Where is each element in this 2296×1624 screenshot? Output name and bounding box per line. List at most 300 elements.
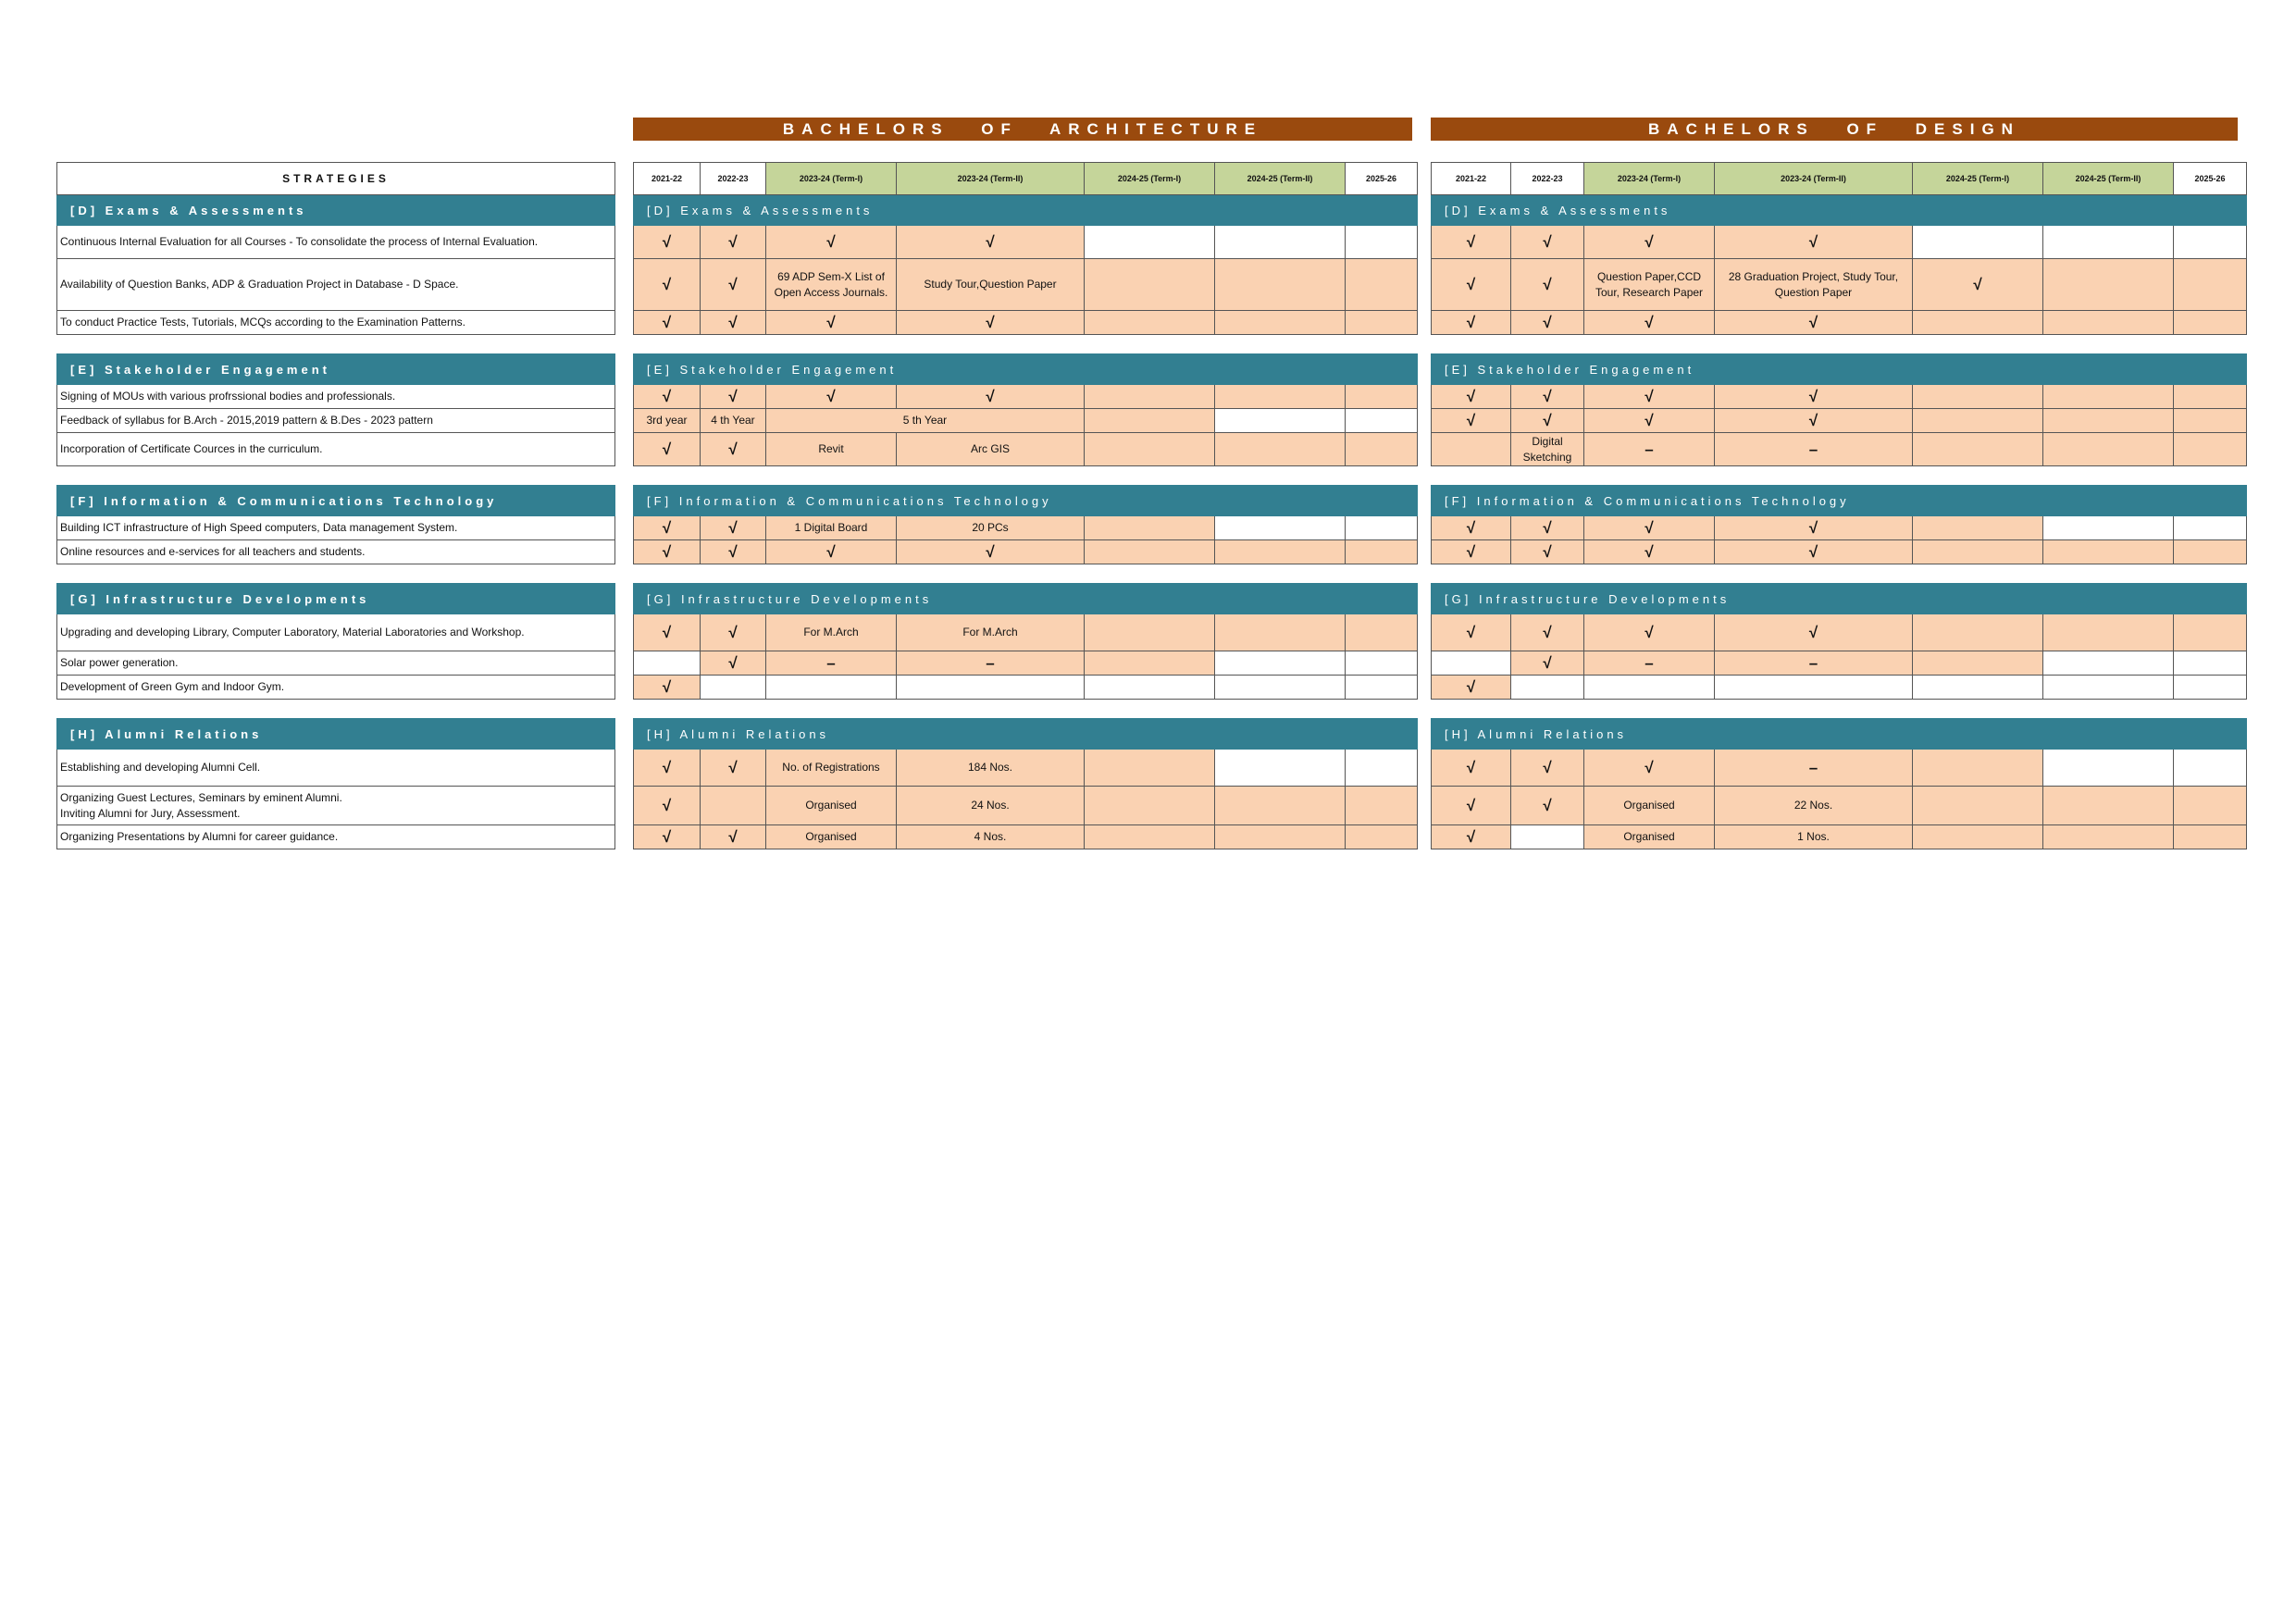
table-row — [1432, 676, 2247, 700]
table-row — [634, 614, 1418, 651]
status-cell — [2174, 226, 2247, 259]
status-cell — [1511, 676, 1584, 700]
year-column-header: 2021-22 — [1432, 163, 1511, 195]
year-column-header: 2023-24 (Term-I) — [766, 163, 897, 195]
section-header-row — [1432, 719, 2247, 750]
status-cell — [2174, 311, 2247, 335]
status-cell: √ — [634, 311, 701, 335]
table-row — [634, 516, 1418, 540]
year-header-row — [1432, 163, 2247, 195]
strategies-header: STRATEGIES — [57, 163, 615, 195]
section-gap — [1432, 700, 2247, 719]
status-cell: – — [766, 651, 897, 676]
status-cell: √ — [1584, 409, 1715, 433]
status-cell: √ — [1715, 409, 1913, 433]
status-cell — [2174, 433, 2247, 466]
section-header-row — [1432, 584, 2247, 614]
status-cell — [2174, 259, 2247, 311]
status-cell — [1511, 825, 1584, 849]
status-cell: √ — [1511, 750, 1584, 787]
table-row — [1432, 825, 2247, 849]
table-row — [634, 385, 1418, 409]
status-cell — [634, 651, 701, 676]
section-gap — [57, 335, 615, 354]
status-cell — [1215, 385, 1346, 409]
status-cell — [1215, 259, 1346, 311]
strategy-row — [57, 259, 615, 311]
strategy-row — [57, 825, 615, 849]
status-cell: √ — [634, 259, 701, 311]
status-cell: √ — [634, 750, 701, 787]
section-header-row — [634, 354, 1418, 385]
section-gap — [1432, 466, 2247, 486]
status-cell: √ — [1432, 540, 1511, 564]
year-column-header: 2024-25 (Term-II) — [1215, 163, 1346, 195]
status-cell: √ — [897, 226, 1085, 259]
status-cell: Question Paper,CCD Tour, Research Paper — [1584, 259, 1715, 311]
status-cell — [1346, 750, 1418, 787]
strategy-row — [57, 787, 615, 825]
table-row — [634, 676, 1418, 700]
status-cell — [2043, 226, 2174, 259]
design-panel — [1431, 118, 2238, 849]
status-cell — [1346, 516, 1418, 540]
status-cell: √ — [1432, 409, 1511, 433]
status-cell: 69 ADP Sem-X List of Open Access Journals. — [766, 259, 897, 311]
status-cell: √ — [701, 226, 766, 259]
table-row — [1432, 385, 2247, 409]
status-cell: √ — [701, 516, 766, 540]
section-title: [G] Infrastructure Developments — [1432, 584, 2247, 614]
table-row — [1432, 540, 2247, 564]
status-cell: √ — [1511, 651, 1584, 676]
status-cell: √ — [701, 750, 766, 787]
strategy-row — [57, 433, 615, 466]
status-cell: √ — [634, 614, 701, 651]
section-title: [D] Exams & Assessments — [1432, 195, 2247, 226]
status-cell: √ — [1715, 226, 1913, 259]
strategy-row — [57, 409, 615, 433]
status-cell — [1085, 259, 1215, 311]
status-cell — [766, 676, 897, 700]
status-cell: 4 th Year — [701, 409, 766, 433]
section-header-row — [1432, 354, 2247, 385]
status-cell: √ — [1432, 226, 1511, 259]
section-title: [E] Stakeholder Engagement — [634, 354, 1418, 385]
strategy-label: Availability of Question Banks, ADP & Graduation Project in Database - D Space. — [57, 259, 615, 311]
status-cell: Revit — [766, 433, 897, 466]
status-cell — [1085, 385, 1215, 409]
status-cell: Organised — [1584, 787, 1715, 825]
status-cell: √ — [1584, 614, 1715, 651]
status-cell — [1085, 311, 1215, 335]
year-column-header: 2022-23 — [701, 163, 766, 195]
status-cell — [1346, 614, 1418, 651]
architecture-panel — [633, 118, 1412, 849]
table-row — [634, 311, 1418, 335]
status-cell — [1085, 787, 1215, 825]
section-gap — [634, 564, 1418, 584]
section-gap — [634, 335, 1418, 354]
status-cell — [1215, 311, 1346, 335]
status-cell: √ — [1715, 311, 1913, 335]
strategy-label: Organizing Guest Lectures, Seminars by eminent Alumni. Inviting Alumni for Jury, Assessment. — [57, 787, 615, 825]
status-cell — [2043, 651, 2174, 676]
status-cell: √ — [701, 385, 766, 409]
status-cell: 3rd year — [634, 409, 701, 433]
status-cell: – — [1584, 433, 1715, 466]
status-cell: √ — [1715, 516, 1913, 540]
strategy-label: Online resources and e-services for all teachers and students. — [57, 540, 615, 564]
status-cell — [701, 676, 766, 700]
section-gap — [57, 466, 615, 486]
strategy-label: Solar power generation. — [57, 651, 615, 676]
status-cell: √ — [1511, 385, 1584, 409]
status-cell: √ — [1715, 540, 1913, 564]
architecture-title: BACHELORS OF ARCHITECTURE — [633, 118, 1412, 141]
section-header-row — [634, 584, 1418, 614]
section-header-row — [1432, 195, 2247, 226]
year-column-header: 2025-26 — [2174, 163, 2247, 195]
section-title: [G] Infrastructure Developments — [634, 584, 1418, 614]
status-cell — [2174, 825, 2247, 849]
status-cell: √ — [1913, 259, 2043, 311]
table-row — [1432, 226, 2247, 259]
status-cell — [2174, 409, 2247, 433]
strategy-row — [57, 676, 615, 700]
status-cell — [1346, 385, 1418, 409]
status-cell — [1432, 651, 1511, 676]
status-cell: √ — [1432, 311, 1511, 335]
status-cell: √ — [1432, 259, 1511, 311]
section-gap — [1432, 564, 2247, 584]
status-cell — [1346, 311, 1418, 335]
status-cell: √ — [766, 311, 897, 335]
strategies-panel — [56, 162, 615, 849]
table-row — [1432, 311, 2247, 335]
table-row — [634, 259, 1418, 311]
status-cell: For M.Arch — [766, 614, 897, 651]
status-cell: √ — [1584, 750, 1715, 787]
status-cell — [1346, 259, 1418, 311]
status-cell — [1215, 825, 1346, 849]
section-title: [G] Infrastructure Developments — [57, 584, 615, 614]
status-cell — [1085, 614, 1215, 651]
strategy-row — [57, 614, 615, 651]
section-header-row — [57, 354, 615, 385]
table-row — [634, 226, 1418, 259]
status-cell: 184 Nos. — [897, 750, 1085, 787]
year-column-header: 2023-24 (Term-I) — [1584, 163, 1715, 195]
status-cell — [1085, 540, 1215, 564]
status-cell — [2174, 651, 2247, 676]
strategy-row — [57, 651, 615, 676]
strategy-label: Establishing and developing Alumni Cell. — [57, 750, 615, 787]
status-cell — [1346, 540, 1418, 564]
status-cell: √ — [1584, 226, 1715, 259]
status-cell — [1215, 676, 1346, 700]
section-gap — [57, 700, 615, 719]
table-row — [1432, 750, 2247, 787]
status-cell: √ — [1584, 385, 1715, 409]
status-cell: √ — [766, 385, 897, 409]
status-cell — [2174, 787, 2247, 825]
status-cell — [2174, 516, 2247, 540]
status-cell — [1085, 516, 1215, 540]
status-cell: √ — [1511, 409, 1584, 433]
status-cell: √ — [634, 787, 701, 825]
status-cell: √ — [1432, 614, 1511, 651]
status-cell: √ — [766, 540, 897, 564]
status-cell: √ — [1511, 787, 1584, 825]
status-cell: √ — [634, 226, 701, 259]
status-cell — [1913, 825, 2043, 849]
status-cell: Arc GIS — [897, 433, 1085, 466]
status-cell — [1913, 614, 2043, 651]
section-title: [F] Information & Communications Technology — [1432, 486, 2247, 516]
status-cell — [1085, 433, 1215, 466]
strategies-table — [56, 162, 615, 849]
status-cell: √ — [1432, 825, 1511, 849]
status-cell — [1085, 651, 1215, 676]
status-cell — [1913, 651, 2043, 676]
strategy-row — [57, 311, 615, 335]
status-cell — [1346, 676, 1418, 700]
section-gap — [634, 466, 1418, 486]
strategy-label: Building ICT infrastructure of High Speed computers, Data management System. — [57, 516, 615, 540]
section-gap — [57, 564, 615, 584]
status-cell: – — [1584, 651, 1715, 676]
section-header-row — [57, 486, 615, 516]
section-header-row — [57, 719, 615, 750]
status-cell — [1215, 433, 1346, 466]
status-cell: √ — [1511, 614, 1584, 651]
status-cell: √ — [701, 259, 766, 311]
strategy-label: Signing of MOUs with various profrssional bodies and professionals. — [57, 385, 615, 409]
status-cell — [1913, 787, 2043, 825]
status-cell — [1913, 226, 2043, 259]
status-cell: √ — [1511, 540, 1584, 564]
section-title: [F] Information & Communications Technology — [57, 486, 615, 516]
strategy-label: Continuous Internal Evaluation for all Courses - To consolidate the process of Internal Evaluation. — [57, 226, 615, 259]
table-row — [1432, 516, 2247, 540]
table-row — [1432, 787, 2247, 825]
status-cell: √ — [1715, 385, 1913, 409]
strategy-label: To conduct Practice Tests, Tutorials, MCQs according to the Examination Patterns. — [57, 311, 615, 335]
status-cell: 1 Digital Board — [766, 516, 897, 540]
status-cell — [2043, 750, 2174, 787]
status-cell — [1913, 676, 2043, 700]
status-cell: 20 PCs — [897, 516, 1085, 540]
status-cell — [2043, 385, 2174, 409]
status-cell — [1346, 651, 1418, 676]
strategy-label: Feedback of syllabus for B.Arch - 2015,2019 pattern & B.Des - 2023 pattern — [57, 409, 615, 433]
status-cell — [1215, 516, 1346, 540]
status-cell: √ — [1715, 614, 1913, 651]
status-cell: √ — [701, 311, 766, 335]
status-cell — [1913, 311, 2043, 335]
status-cell — [1215, 540, 1346, 564]
status-cell: √ — [897, 311, 1085, 335]
status-cell — [2043, 433, 2174, 466]
strategy-label: Development of Green Gym and Indoor Gym. — [57, 676, 615, 700]
status-cell — [1584, 676, 1715, 700]
section-header-row — [1432, 486, 2247, 516]
status-cell: Digital Sketching — [1511, 433, 1584, 466]
section-title: [E] Stakeholder Engagement — [57, 354, 615, 385]
status-cell — [2174, 676, 2247, 700]
year-column-header: 2025-26 — [1346, 163, 1418, 195]
status-cell: √ — [1511, 259, 1584, 311]
section-title: [D] Exams & Assessments — [634, 195, 1418, 226]
status-cell: √ — [1432, 676, 1511, 700]
status-cell: For M.Arch — [897, 614, 1085, 651]
status-cell: √ — [1584, 311, 1715, 335]
status-cell: Organised — [766, 787, 897, 825]
section-title: [D] Exams & Assessments — [57, 195, 615, 226]
status-cell: √ — [766, 226, 897, 259]
year-column-header: 2024-25 (Term-I) — [1913, 163, 2043, 195]
section-header-row — [634, 195, 1418, 226]
status-cell: √ — [1511, 226, 1584, 259]
year-column-header: 2024-25 (Term-II) — [2043, 163, 2174, 195]
status-cell — [2043, 614, 2174, 651]
status-cell — [1913, 540, 2043, 564]
status-cell — [1913, 516, 2043, 540]
architecture-table — [633, 162, 1418, 849]
status-cell: 1 Nos. — [1715, 825, 1913, 849]
status-cell — [1085, 825, 1215, 849]
status-cell — [1913, 385, 2043, 409]
status-cell — [2174, 750, 2247, 787]
status-cell — [2043, 540, 2174, 564]
status-cell: √ — [701, 614, 766, 651]
status-cell — [1346, 409, 1418, 433]
status-cell — [1715, 676, 1913, 700]
status-cell — [1913, 409, 2043, 433]
status-cell: – — [1715, 433, 1913, 466]
table-row — [634, 540, 1418, 564]
section-gap — [634, 700, 1418, 719]
table-row — [1432, 651, 2247, 676]
status-cell: √ — [897, 540, 1085, 564]
year-column-header: 2023-24 (Term-II) — [1715, 163, 1913, 195]
section-title: [H] Alumni Relations — [1432, 719, 2247, 750]
status-cell — [1346, 433, 1418, 466]
status-cell — [701, 787, 766, 825]
table-row — [634, 825, 1418, 849]
status-cell — [2043, 311, 2174, 335]
strategy-row — [57, 750, 615, 787]
status-cell: √ — [1511, 516, 1584, 540]
status-cell — [1085, 750, 1215, 787]
status-cell — [2043, 676, 2174, 700]
status-cell — [1346, 787, 1418, 825]
year-column-header: 2021-22 — [634, 163, 701, 195]
status-cell: √ — [634, 516, 701, 540]
status-cell — [2043, 409, 2174, 433]
status-cell — [897, 676, 1085, 700]
status-cell: 22 Nos. — [1715, 787, 1913, 825]
status-cell: √ — [634, 825, 701, 849]
status-cell — [1085, 676, 1215, 700]
section-title: [E] Stakeholder Engagement — [1432, 354, 2247, 385]
strategy-row — [57, 540, 615, 564]
table-row — [1432, 614, 2247, 651]
status-cell — [1085, 409, 1215, 433]
status-cell: – — [897, 651, 1085, 676]
status-cell — [2174, 614, 2247, 651]
status-cell — [2043, 259, 2174, 311]
status-cell — [1085, 226, 1215, 259]
status-cell: √ — [897, 385, 1085, 409]
design-title: BACHELORS OF DESIGN — [1431, 118, 2238, 141]
status-cell — [2043, 787, 2174, 825]
status-cell — [1432, 433, 1511, 466]
section-title: [H] Alumni Relations — [57, 719, 615, 750]
section-header-row — [57, 584, 615, 614]
status-cell: √ — [634, 540, 701, 564]
status-cell — [2174, 540, 2247, 564]
status-cell — [1215, 750, 1346, 787]
table-row — [1432, 409, 2247, 433]
status-cell — [1215, 409, 1346, 433]
status-cell — [1215, 226, 1346, 259]
status-cell: √ — [1511, 311, 1584, 335]
status-cell: 28 Graduation Project, Study Tour, Question Paper — [1715, 259, 1913, 311]
status-cell: √ — [701, 825, 766, 849]
status-cell: √ — [634, 433, 701, 466]
table-row — [1432, 433, 2247, 466]
design-table — [1431, 162, 2247, 849]
strategy-label: Upgrading and developing Library, Computer Laboratory, Material Laboratories and Workshop. — [57, 614, 615, 651]
table-row — [1432, 259, 2247, 311]
table-row — [634, 651, 1418, 676]
status-cell: √ — [1584, 540, 1715, 564]
table-row — [634, 787, 1418, 825]
status-cell: √ — [1432, 385, 1511, 409]
status-cell — [1346, 226, 1418, 259]
section-title: [H] Alumni Relations — [634, 719, 1418, 750]
status-cell — [2043, 516, 2174, 540]
status-cell — [1215, 614, 1346, 651]
status-cell: √ — [701, 433, 766, 466]
year-column-header: 2022-23 — [1511, 163, 1584, 195]
status-cell — [1215, 651, 1346, 676]
strategy-row — [57, 385, 615, 409]
status-cell: 24 Nos. — [897, 787, 1085, 825]
strategy-row — [57, 516, 615, 540]
status-cell: √ — [701, 540, 766, 564]
table-row — [634, 409, 1418, 433]
status-cell — [1215, 787, 1346, 825]
status-cell: 4 Nos. — [897, 825, 1085, 849]
status-cell: √ — [1432, 516, 1511, 540]
status-cell: 5 th Year — [766, 409, 1085, 433]
status-cell: √ — [1432, 787, 1511, 825]
year-column-header: 2024-25 (Term-I) — [1085, 163, 1215, 195]
status-cell: √ — [701, 651, 766, 676]
section-header-row — [634, 719, 1418, 750]
status-cell: √ — [634, 676, 701, 700]
status-cell — [1913, 433, 2043, 466]
status-cell — [2043, 825, 2174, 849]
section-header-row — [57, 195, 615, 226]
status-cell: √ — [1432, 750, 1511, 787]
status-cell: No. of Registrations — [766, 750, 897, 787]
status-cell: Organised — [766, 825, 897, 849]
table-row — [634, 433, 1418, 466]
